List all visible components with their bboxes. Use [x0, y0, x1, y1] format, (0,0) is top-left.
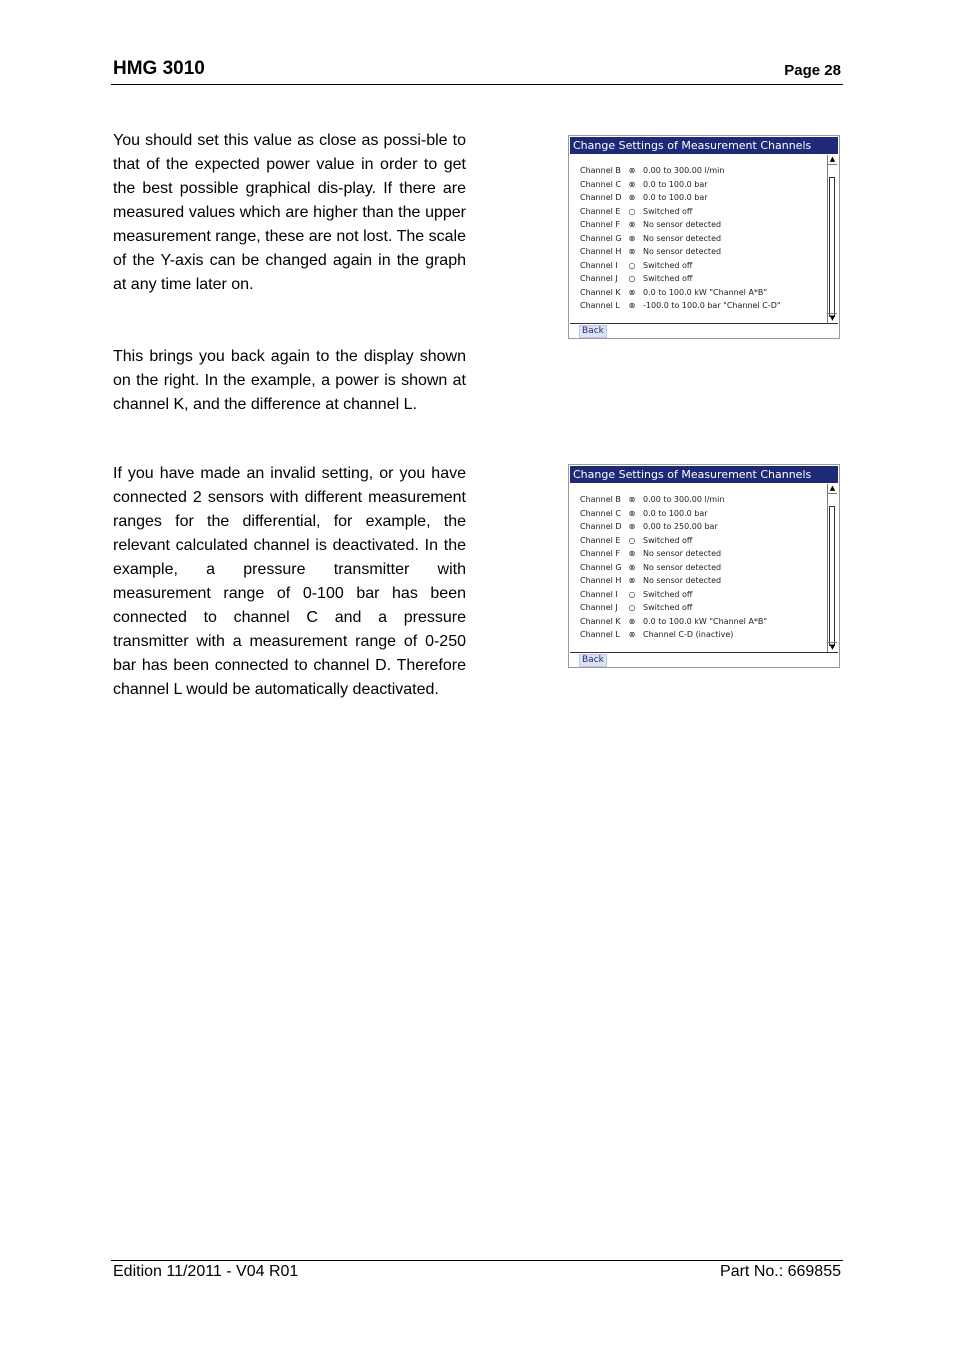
channel-range: Switched off [643, 603, 693, 612]
channel-state-radio-icon[interactable]: ○ [628, 274, 636, 283]
channel-state-radio-icon[interactable]: ○ [628, 206, 636, 216]
channel-row[interactable] [580, 259, 830, 273]
channel-name: Channel L [580, 301, 620, 310]
channel-row[interactable] [580, 507, 830, 521]
scroll-up-arrow-icon[interactable]: ▲ [829, 155, 836, 163]
channel-state-radio-icon[interactable]: ⊗ [628, 508, 636, 518]
channel-range: No sensor detected [643, 576, 722, 585]
scrollbar[interactable] [827, 155, 837, 323]
channel-name: Channel K [580, 287, 621, 297]
channel-range: Channel C-D (inactive) [643, 630, 734, 639]
channel-name: Channel K [580, 616, 621, 626]
channel-state-radio-icon[interactable]: ⊗ [628, 220, 636, 229]
channel-row[interactable] [580, 245, 830, 259]
channel-state-radio-icon[interactable]: ⊗ [628, 630, 636, 639]
channel-row[interactable] [580, 191, 830, 205]
channel-state-radio-icon[interactable]: ⊗ [628, 179, 636, 189]
channel-name: Channel C [580, 179, 621, 189]
channel-state-radio-icon[interactable]: ⊗ [628, 522, 636, 531]
channel-state-radio-icon[interactable]: ○ [628, 260, 636, 270]
channel-list [580, 493, 830, 642]
channel-name: Channel J [580, 603, 618, 612]
channel-range: Switched off [643, 535, 693, 545]
channel-name: Channel D [580, 193, 622, 202]
channel-row[interactable] [580, 561, 830, 575]
channel-range: -100.0 to 100.0 bar "Channel C-D" [643, 301, 781, 310]
scroll-down-arrow-icon[interactable]: ▼ [829, 643, 836, 651]
screenshot-channel-settings-2 [568, 464, 840, 668]
scroll-thumb[interactable] [829, 506, 835, 646]
channel-name: Channel H [580, 576, 622, 585]
channel-name: Channel B [580, 495, 621, 504]
channel-row[interactable] [580, 205, 830, 219]
header-title: HMG 3010 [113, 58, 205, 79]
channel-row[interactable] [580, 178, 830, 192]
channel-state-radio-icon[interactable]: ⊗ [628, 495, 636, 504]
channel-row[interactable] [580, 601, 830, 615]
channel-list [580, 164, 830, 313]
channel-name: Channel E [580, 535, 621, 545]
channel-range: 0.00 to 300.00 l/min [643, 166, 725, 175]
channel-name: Channel G [580, 562, 622, 572]
channel-range: 0.0 to 100.0 kW "Channel A*B" [643, 616, 768, 626]
channel-row[interactable] [580, 493, 830, 507]
channel-range: Switched off [643, 589, 693, 599]
channel-row[interactable] [580, 615, 830, 629]
channel-name: Channel G [580, 233, 622, 243]
page-number: Page 28 [784, 62, 841, 79]
header-rule [111, 84, 843, 85]
scrollbar[interactable] [827, 484, 837, 652]
channel-range: 0.0 to 100.0 bar [643, 179, 708, 189]
channel-state-radio-icon[interactable]: ○ [628, 535, 636, 545]
channel-row[interactable] [580, 272, 830, 286]
channel-state-radio-icon[interactable]: ⊗ [628, 301, 636, 310]
channel-row[interactable] [580, 286, 830, 300]
channel-state-radio-icon[interactable]: ⊗ [628, 166, 636, 175]
channel-name: Channel L [580, 630, 620, 639]
channel-row[interactable] [580, 547, 830, 561]
channel-range: No sensor detected [643, 549, 722, 558]
channel-row[interactable] [580, 574, 830, 588]
channel-name: Channel F [580, 220, 620, 229]
channel-state-radio-icon[interactable]: ⊗ [628, 193, 636, 202]
channel-state-radio-icon[interactable]: ⊗ [628, 616, 636, 626]
screenshot-channel-settings-1 [568, 135, 840, 339]
channel-state-radio-icon[interactable]: ⊗ [628, 576, 636, 585]
channel-range: Switched off [643, 274, 693, 283]
channel-row[interactable] [580, 520, 830, 534]
channel-state-radio-icon[interactable]: ⊗ [628, 562, 636, 572]
channel-range: 0.0 to 100.0 bar [643, 193, 708, 202]
channel-name: Channel I [580, 260, 618, 270]
channel-name: Channel F [580, 549, 620, 558]
screen-title-bar: Change Settings of Measurement Channels [570, 466, 838, 483]
channel-name: Channel B [580, 166, 621, 175]
paragraph-invalid-setting: If you have made an invalid setting, or you have connected 2 sensors with different measurement ranges for the differential, for example, the relevant calculated channel is deactivated. In the example, a pressure transmitter with measurement range of 0-100 bar has been connected to channel C and a pressure transmitter with a measurement range of 0-250 bar has been connected to channel D. Therefore channel L would be automatically deactivated. [113, 465, 466, 698]
scroll-thumb[interactable] [829, 177, 835, 317]
channel-state-radio-icon[interactable]: ⊗ [628, 549, 636, 558]
channel-row[interactable] [580, 232, 830, 246]
footer-rule [111, 1260, 843, 1261]
paragraph-scale-advice: You should set this value as close as possi-ble to that of the expected power value in order to get the best possible graphical dis-play. If there are measured values which are higher than the upper measurement range, these are not lost. The scale of the Y-axis can be changed again in the graph at any time later on. [113, 132, 466, 293]
channel-row[interactable] [580, 588, 830, 602]
footer-edition: Edition 11/2011 - V04 R01 [113, 1263, 299, 1280]
footer-part-number: Part No.: 669855 [720, 1263, 841, 1280]
back-button[interactable]: Back [579, 654, 607, 667]
channel-range: Switched off [643, 206, 693, 216]
channel-name: Channel I [580, 589, 618, 599]
channel-state-radio-icon[interactable]: ○ [628, 589, 636, 599]
channel-state-radio-icon[interactable]: ⊗ [628, 247, 636, 256]
channel-name: Channel H [580, 247, 622, 256]
channel-range: 0.00 to 250.00 bar [643, 522, 718, 531]
channel-state-radio-icon[interactable]: ⊗ [628, 233, 636, 243]
channel-range: Switched off [643, 260, 693, 270]
paragraph-display-return: This brings you back again to the display shown on the right. In the example, a power is shown at channel K, and the difference at channel L. [113, 348, 466, 413]
channel-row[interactable] [580, 299, 830, 313]
scroll-up-arrow-icon[interactable]: ▲ [829, 484, 836, 492]
channel-row[interactable] [580, 534, 830, 548]
channel-range: No sensor detected [643, 562, 722, 572]
channel-name: Channel D [580, 522, 622, 531]
channel-range: 0.00 to 300.00 l/min [643, 495, 725, 504]
scroll-down-arrow-icon[interactable]: ▼ [829, 314, 836, 322]
channel-range: 0.0 to 100.0 kW "Channel A*B" [643, 287, 768, 297]
screen-title-bar: Change Settings of Measurement Channels [570, 137, 838, 154]
channel-name: Channel E [580, 206, 621, 216]
screen-divider [570, 323, 838, 324]
channel-range: No sensor detected [643, 220, 722, 229]
channel-row[interactable] [580, 628, 830, 642]
channel-range: No sensor detected [643, 233, 722, 243]
channel-state-radio-icon[interactable]: ○ [628, 603, 636, 612]
channel-state-radio-icon[interactable]: ⊗ [628, 287, 636, 297]
channel-name: Channel C [580, 508, 621, 518]
screen-divider [570, 652, 838, 653]
back-button[interactable]: Back [579, 325, 607, 338]
channel-row[interactable] [580, 164, 830, 178]
channel-row[interactable] [580, 218, 830, 232]
channel-range: No sensor detected [643, 247, 722, 256]
channel-range: 0.0 to 100.0 bar [643, 508, 708, 518]
channel-name: Channel J [580, 274, 618, 283]
